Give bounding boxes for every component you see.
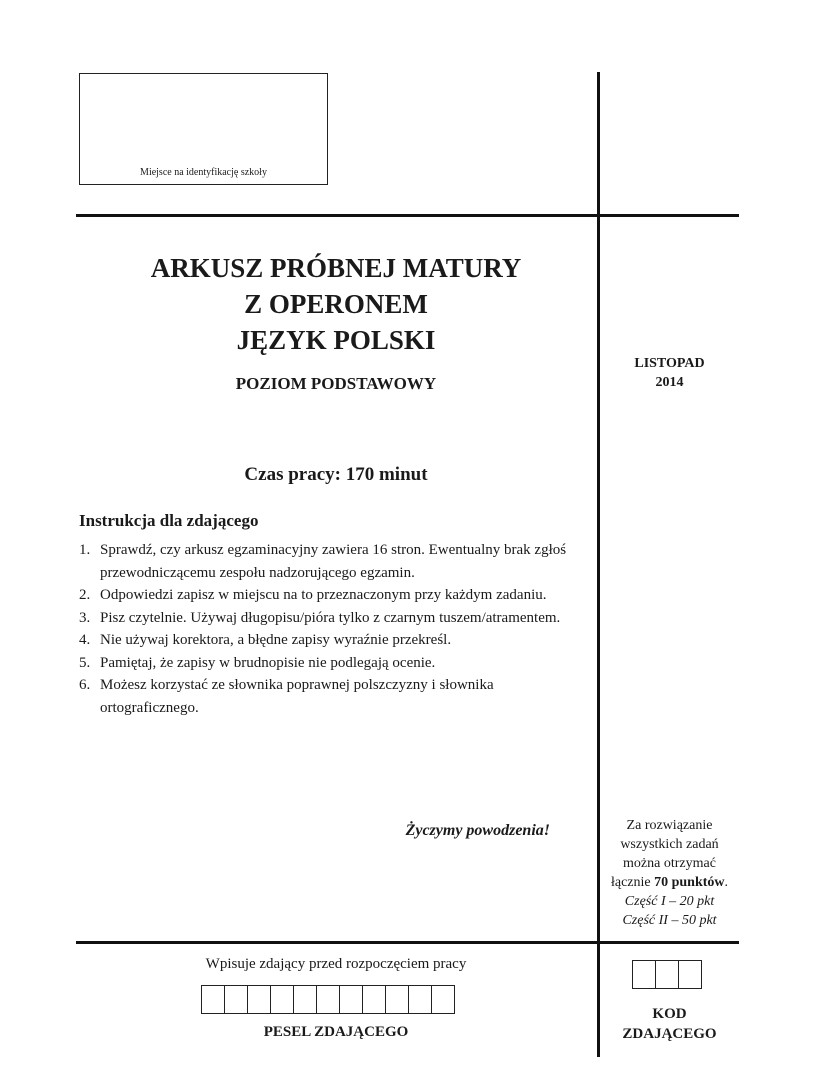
points-total-suffix: . bbox=[724, 875, 729, 890]
kod-label-line-1: KOD bbox=[652, 1006, 687, 1022]
pesel-caption: Wpisuje zdający przed rozpoczęciem pracy bbox=[205, 956, 467, 972]
top-horizontal-divider bbox=[76, 214, 739, 217]
kod-digit-cell[interactable] bbox=[632, 960, 656, 989]
pesel-digit-cell[interactable] bbox=[385, 985, 409, 1014]
pesel-digit-cell[interactable] bbox=[247, 985, 271, 1014]
points-line-1: Za rozwiązanie bbox=[626, 818, 713, 833]
exam-title-line-3: JĘZYK POLSKI bbox=[236, 325, 436, 355]
instruction-number: 4. bbox=[79, 632, 91, 648]
instruction-item bbox=[79, 629, 587, 652]
pesel-digit-cell[interactable] bbox=[339, 985, 363, 1014]
points-line-2: wszystkich zadań bbox=[620, 837, 719, 852]
instruction-number: 3. bbox=[79, 609, 91, 626]
instruction-number: 6. bbox=[79, 677, 91, 693]
pesel-digit-cell[interactable] bbox=[316, 985, 340, 1014]
good-luck-message: Życzymy powodzenia! bbox=[405, 822, 550, 839]
pesel-digit-cell[interactable] bbox=[362, 985, 386, 1014]
instructions-list bbox=[79, 539, 587, 719]
instruction-item bbox=[79, 584, 587, 607]
exam-year: 2014 bbox=[655, 375, 684, 390]
kod-digit-cell[interactable] bbox=[655, 960, 679, 989]
kod-label-line-2: ZDAJĄCEGO bbox=[622, 1026, 717, 1042]
pesel-label: PESEL ZDAJĄCEGO bbox=[263, 1024, 409, 1040]
pesel-digit-cell[interactable] bbox=[270, 985, 294, 1014]
exam-title-line-1: ARKUSZ PRÓBNEJ MATURY bbox=[150, 253, 522, 283]
instruction-text: Pamiętaj, że zapisy w brudnopisie nie podlegają ocenie. bbox=[100, 654, 436, 671]
instruction-text: Możesz korzystać ze słownika poprawnej polszczyzny i słownika ortograficznego. bbox=[100, 677, 494, 716]
work-time: Czas pracy: 170 minut bbox=[244, 464, 428, 485]
instruction-text: Nie używaj korektora, a błędne zapisy wyraźnie przekreśl. bbox=[100, 632, 452, 648]
pesel-digit-cell[interactable] bbox=[431, 985, 455, 1014]
bottom-horizontal-divider bbox=[76, 941, 739, 944]
instruction-text: Pisz czytelnie. Używaj długopisu/pióra tylko z czarnym tuszem/atramentem. bbox=[100, 609, 561, 626]
kod-input-boxes[interactable] bbox=[632, 960, 701, 989]
kod-label bbox=[600, 1004, 739, 1044]
instruction-number: 2. bbox=[79, 587, 91, 603]
points-line-3: można otrzymać bbox=[623, 856, 716, 871]
instruction-text: Sprawdź, czy arkusz egzaminacyjny zawiera 16 stron. Ewentualny brak zgłoś przewodniczącemu zespołu nadzorującego egzamin. bbox=[100, 542, 567, 581]
instruction-text: Odpowiedzi zapisz w miejscu na to przeznaczonym przy każdym zadaniu. bbox=[100, 587, 547, 603]
instruction-item bbox=[79, 607, 587, 630]
instruction-item bbox=[79, 674, 587, 719]
instruction-item bbox=[79, 652, 587, 675]
instruction-item bbox=[79, 539, 587, 584]
points-part-1: Część I – 20 pkt bbox=[624, 894, 715, 909]
points-line-4 bbox=[600, 873, 739, 892]
pesel-input-boxes[interactable] bbox=[201, 985, 454, 1014]
pesel-digit-cell[interactable] bbox=[224, 985, 248, 1014]
pesel-digit-cell[interactable] bbox=[408, 985, 432, 1014]
instruction-number: 5. bbox=[79, 654, 91, 671]
points-part-2: Część II – 50 pkt bbox=[622, 913, 717, 928]
school-identification-box bbox=[79, 73, 328, 185]
points-info bbox=[600, 816, 739, 930]
instructions-heading: Instrukcja dla zdającego bbox=[79, 511, 259, 530]
instruction-number: 1. bbox=[79, 542, 91, 558]
exam-month: LISTOPAD bbox=[634, 356, 705, 371]
exam-title-line-2: Z OPERONEM bbox=[244, 289, 428, 319]
points-total-prefix: łącznie bbox=[610, 875, 655, 890]
exam-level: POZIOM PODSTAWOWY bbox=[235, 374, 437, 393]
school-identification-label: Miejsce na identyfikację szkoły bbox=[140, 167, 267, 178]
pesel-digit-cell[interactable] bbox=[201, 985, 225, 1014]
kod-digit-cell[interactable] bbox=[678, 960, 702, 989]
pesel-digit-cell[interactable] bbox=[293, 985, 317, 1014]
points-total: 70 punktów bbox=[654, 875, 725, 890]
